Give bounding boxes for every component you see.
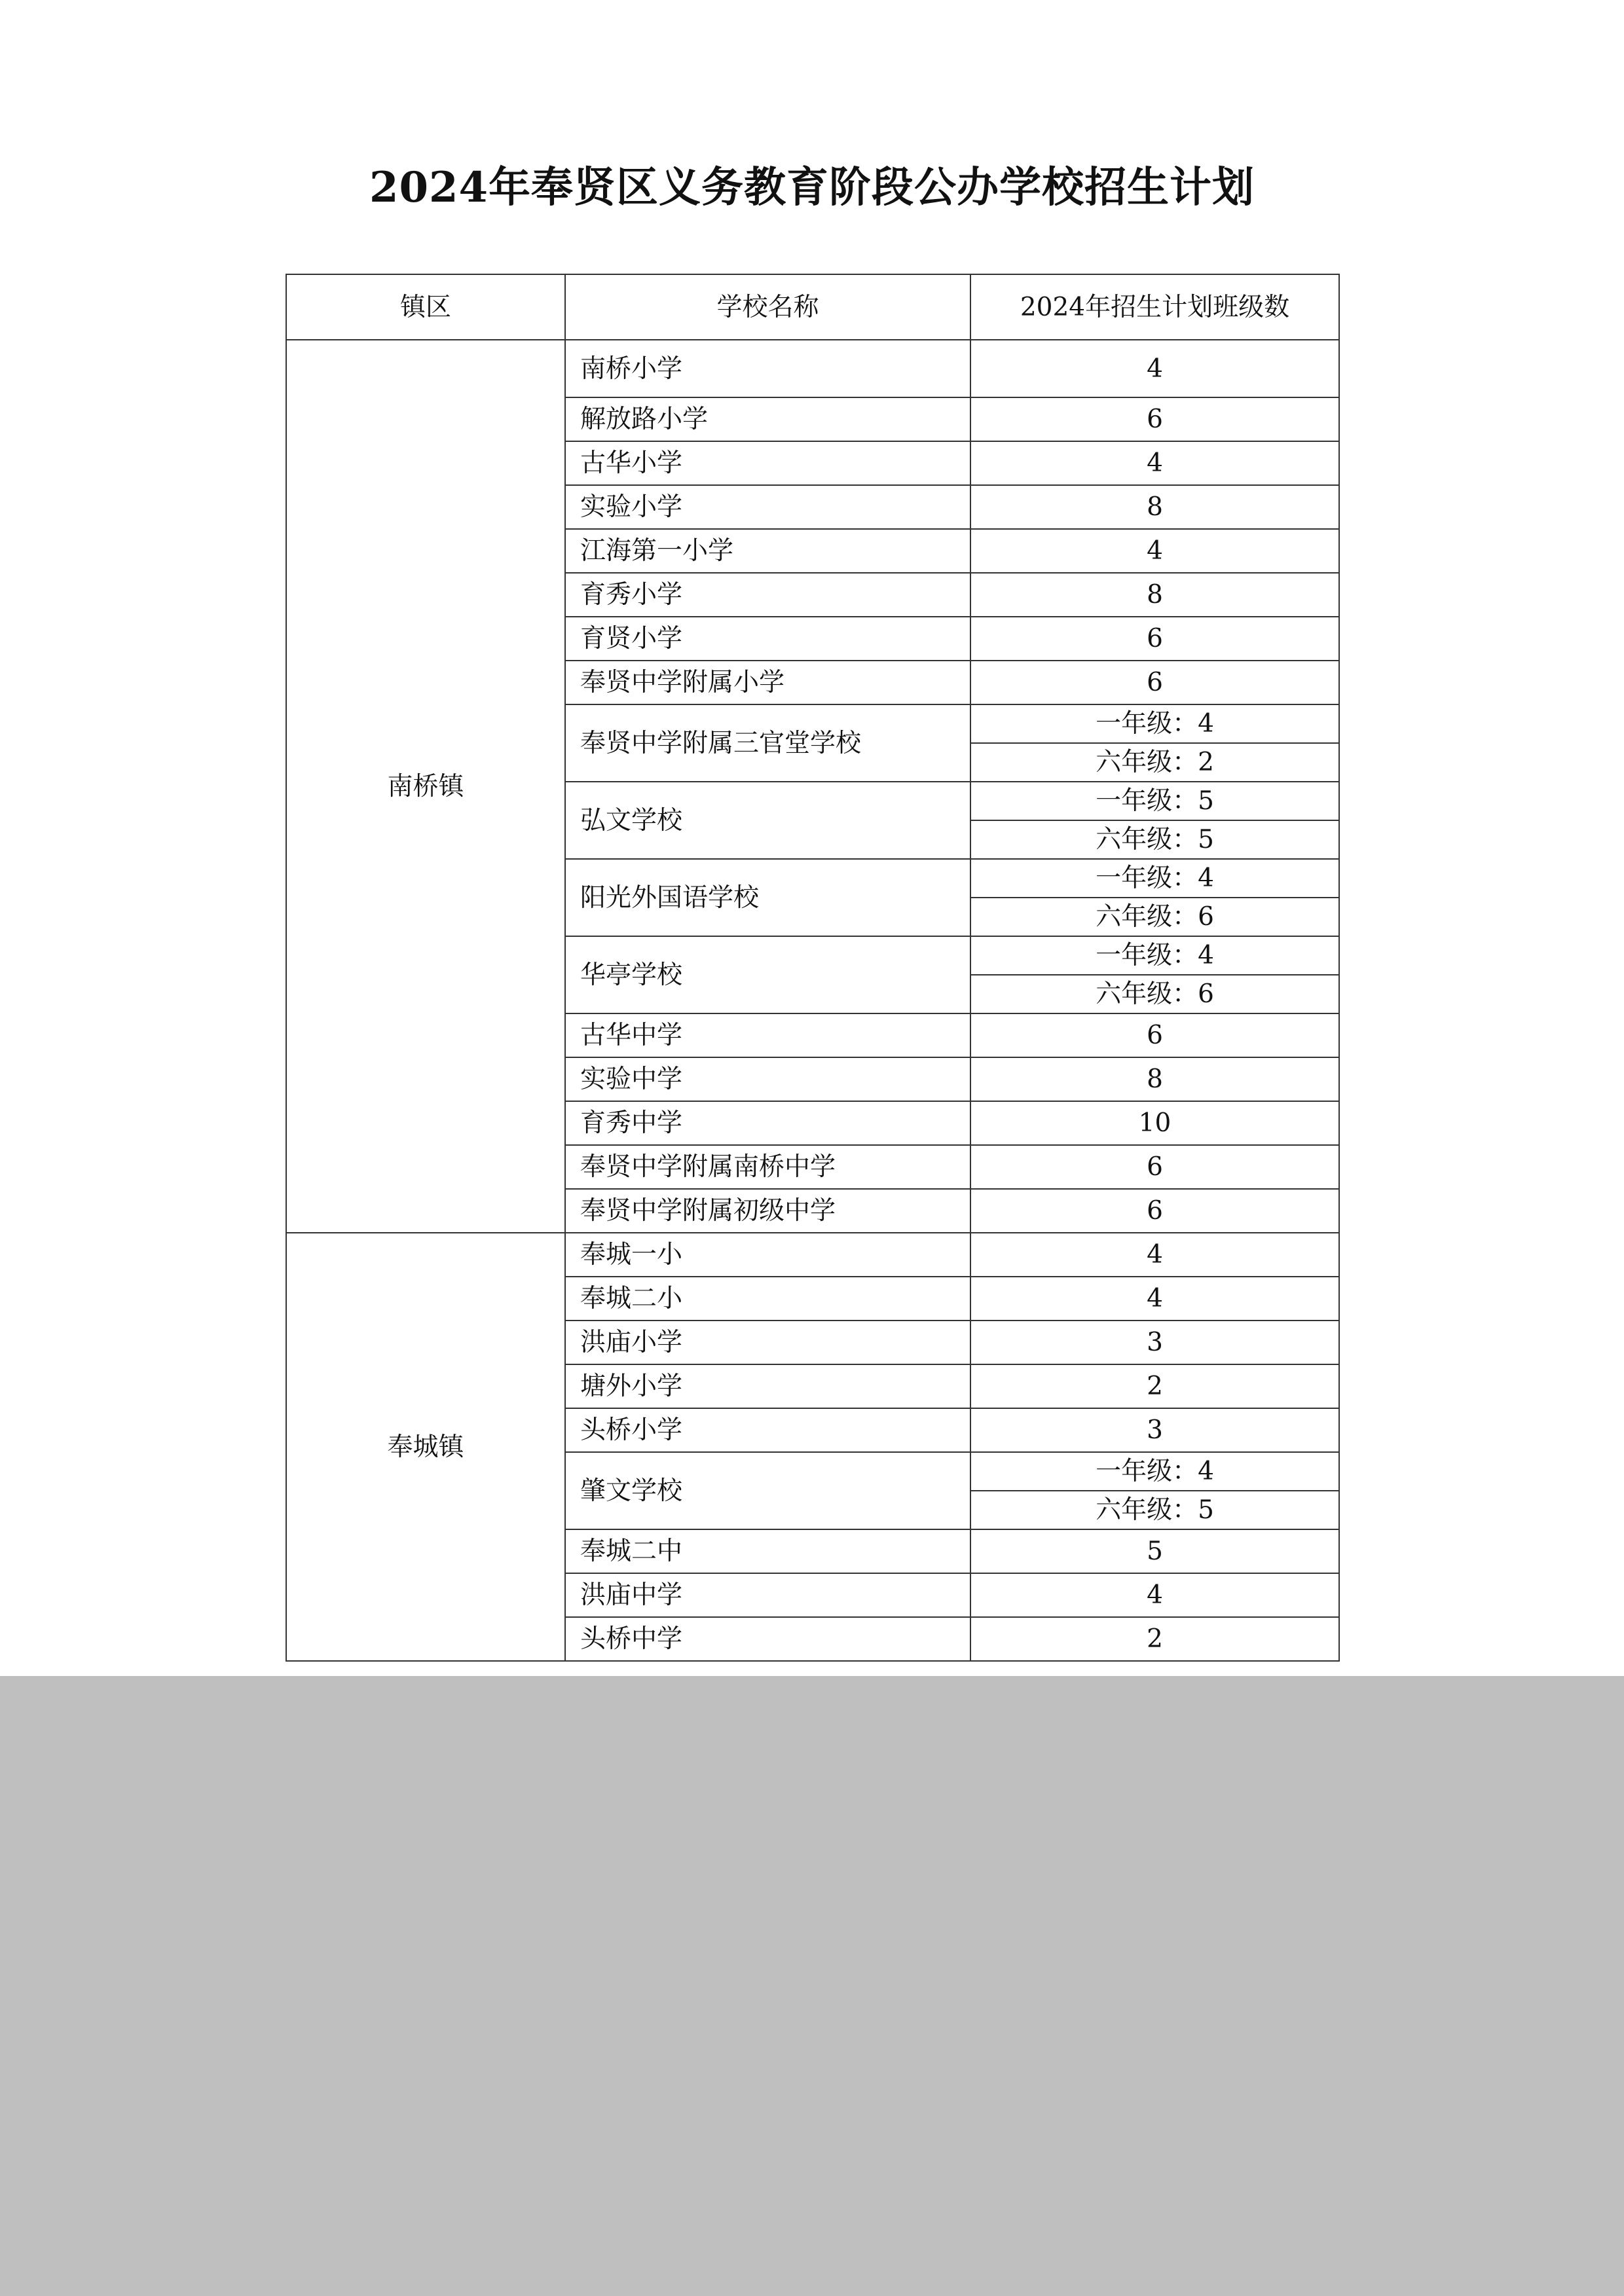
table-header-row [286,274,1339,340]
school-name-cell: 洪庙小学 [565,1321,970,1364]
class-count-cell: 4 [970,340,1339,397]
school-name-cell: 奉城二小 [565,1277,970,1321]
enrollment-plan-table [286,274,1340,1662]
school-name-cell: 阳光外国语学校 [565,859,970,936]
class-count-cell: 6 [970,397,1339,441]
gray-overlay [0,1676,1624,2296]
class-count-cell: 8 [970,1057,1339,1101]
class-count-cell: 一年级：4 [970,936,1339,975]
school-name-cell: 育贤小学 [565,617,970,661]
district-cell: 奉城镇 [286,1233,565,1661]
class-count-cell: 4 [970,529,1339,573]
school-name-cell: 古华小学 [565,441,970,485]
school-name-cell: 奉贤中学附属三官堂学校 [565,704,970,782]
page-title: 2024年奉贤区义务教育阶段公办学校招生计划 [369,163,1255,212]
school-name-cell: 实验中学 [565,1057,970,1101]
class-count-cell: 8 [970,573,1339,617]
class-count-cell: 6 [970,617,1339,661]
class-count-cell: 2 [970,1617,1339,1661]
header-school-name: 学校名称 [565,274,970,340]
class-count-cell: 六年级：5 [970,820,1339,859]
class-count-cell: 6 [970,1013,1339,1057]
school-name-cell: 育秀中学 [565,1101,970,1145]
class-count-cell: 6 [970,1189,1339,1233]
class-count-cell: 8 [970,485,1339,529]
class-count-cell: 4 [970,1277,1339,1321]
school-name-cell: 奉贤中学附属初级中学 [565,1189,970,1233]
school-name-cell: 弘文学校 [565,782,970,859]
class-count-cell: 6 [970,1145,1339,1189]
class-count-cell: 10 [970,1101,1339,1145]
class-count-cell: 六年级：6 [970,898,1339,936]
class-count-cell: 六年级：6 [970,975,1339,1013]
school-name-cell: 解放路小学 [565,397,970,441]
school-name-cell: 洪庙中学 [565,1573,970,1617]
school-name-cell: 育秀小学 [565,573,970,617]
class-count-cell: 3 [970,1408,1339,1452]
class-count-cell: 一年级：4 [970,859,1339,898]
class-count-cell: 3 [970,1321,1339,1364]
header-district: 镇区 [286,274,565,340]
class-count-cell: 六年级：5 [970,1491,1339,1529]
school-name-cell: 头桥中学 [565,1617,970,1661]
class-count-cell: 4 [970,1573,1339,1617]
class-count-cell: 4 [970,441,1339,485]
school-name-cell: 奉贤中学附属南桥中学 [565,1145,970,1189]
class-count-cell: 6 [970,661,1339,704]
class-count-cell: 一年级：4 [970,1452,1339,1491]
school-name-cell: 奉城二中 [565,1529,970,1573]
school-name-cell: 头桥小学 [565,1408,970,1452]
class-count-cell: 2 [970,1364,1339,1408]
school-name-cell: 江海第一小学 [565,529,970,573]
class-count-cell: 一年级：5 [970,782,1339,820]
district-cell: 南桥镇 [286,340,565,1233]
school-name-cell: 实验小学 [565,485,970,529]
school-name-cell: 奉城一小 [565,1233,970,1277]
class-count-cell: 六年级：2 [970,743,1339,782]
school-name-cell: 肇文学校 [565,1452,970,1529]
school-name-cell: 华亭学校 [565,936,970,1013]
table-row [286,340,1339,397]
class-count-cell: 一年级：4 [970,704,1339,743]
school-name-cell: 南桥小学 [565,340,970,397]
school-name-cell: 古华中学 [565,1013,970,1057]
class-count-cell: 4 [970,1233,1339,1277]
class-count-cell: 5 [970,1529,1339,1573]
header-class-count: 2024年招生计划班级数 [970,274,1339,340]
table-row [286,1233,1339,1277]
school-name-cell: 奉贤中学附属小学 [565,661,970,704]
school-name-cell: 塘外小学 [565,1364,970,1408]
